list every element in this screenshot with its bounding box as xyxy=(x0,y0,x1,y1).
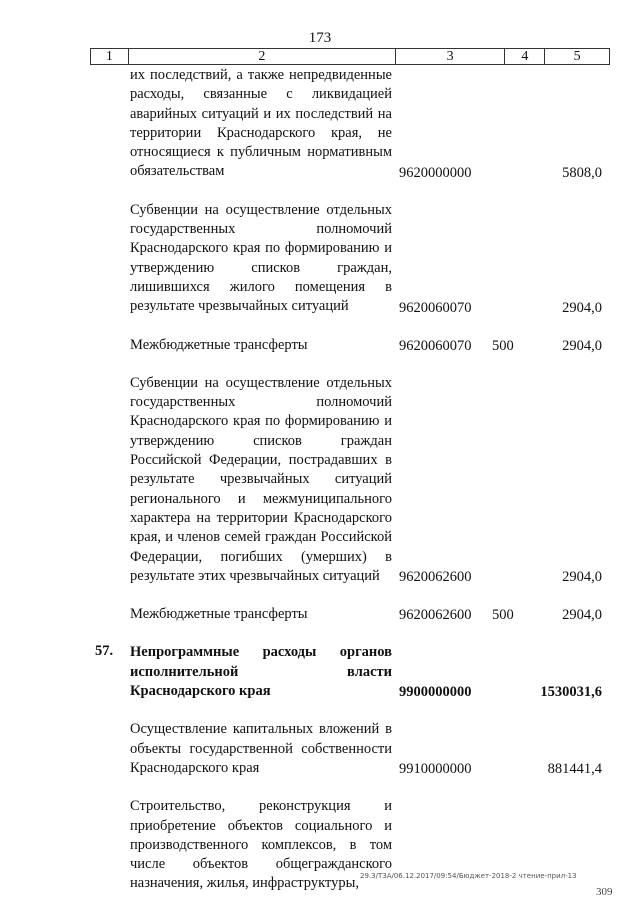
table-row-section xyxy=(90,643,610,701)
table-row xyxy=(90,201,610,317)
row-code: 9910000000 xyxy=(399,761,472,778)
document-stamp: 29.3/ТЗА/06.12.2017/09:54/Бюджет-2018-2 чтение-прил-13 xyxy=(360,872,577,880)
table-row xyxy=(90,605,610,624)
row-code: 9900000000 xyxy=(399,684,472,701)
row-amount: 1530031,6 xyxy=(540,684,602,701)
row-expense-type: 500 xyxy=(492,607,514,624)
header-col-1: 1 xyxy=(91,49,129,64)
row-code: 9620060070 xyxy=(399,299,472,316)
table-row xyxy=(90,720,610,778)
row-description: Непрограммные расходы органов исполнительной власти Краснодарского края xyxy=(130,644,392,700)
row-amount: 2904,0 xyxy=(562,337,602,354)
row-expense-type: 500 xyxy=(492,337,514,354)
row-description: Осуществление капитальных вложений в объекты государственной собственности Краснодарского края xyxy=(130,721,392,776)
header-col-4: 4 xyxy=(505,49,545,64)
row-amount: 881441,4 xyxy=(547,761,602,778)
table-header xyxy=(90,48,610,65)
row-amount: 2904,0 xyxy=(562,299,602,316)
table-row xyxy=(90,336,610,355)
row-code: 9620062600 xyxy=(399,607,472,624)
row-code: 9620062600 xyxy=(399,569,472,586)
budget-table-body xyxy=(90,66,610,894)
row-number: 57. xyxy=(95,643,114,660)
header-col-3: 3 xyxy=(396,49,506,64)
row-amount: 2904,0 xyxy=(562,569,602,586)
header-col-5: 5 xyxy=(573,49,581,64)
row-description: Субвенции на осуществление отдельных государственных полномочий Краснодарского края по формированию и утверждению списков граждан Российской Федерации, пострадавших в результате чрезвычайных ситуаций регионального и межмуниципального характера на территории Краснодарского края, и членов семей граждан Российской Федерации, погибших (умерших) в результате этих чрезвычайных ситуаций xyxy=(130,374,392,584)
corner-number: 309 xyxy=(596,886,613,898)
row-description: их последствий, а также непредвиденные расходы, связанные с ликвидацией аварийных ситуаций и их последствий на территории Краснодарского края, не относящиеся к публичным нормативным обязательствам xyxy=(130,67,392,180)
row-code: 9620060070 xyxy=(399,337,472,354)
row-description: Межбюджетные трансферты xyxy=(130,606,308,623)
row-code: 9620000000 xyxy=(399,164,472,181)
row-description: Субвенции на осуществление отдельных государственных полномочий Краснодарского края по формированию и утверждению списков граждан, лишившихся жилого помещения в результате чрезвычайных ситуаций xyxy=(130,201,392,315)
row-description: Строительство, реконструкция и приобретение объектов социального и производственного комплексов, в том числе объектов общегражданского назначения, жилья, инфраструктуры, xyxy=(130,798,392,892)
table-row xyxy=(90,374,610,586)
row-amount: 2904,0 xyxy=(562,607,602,624)
page-number: 173 xyxy=(308,30,332,46)
row-amount: 5808,0 xyxy=(562,164,602,181)
row-description: Межбюджетные трансферты xyxy=(130,336,308,353)
header-col-2: 2 xyxy=(129,49,396,64)
table-row xyxy=(90,66,610,182)
